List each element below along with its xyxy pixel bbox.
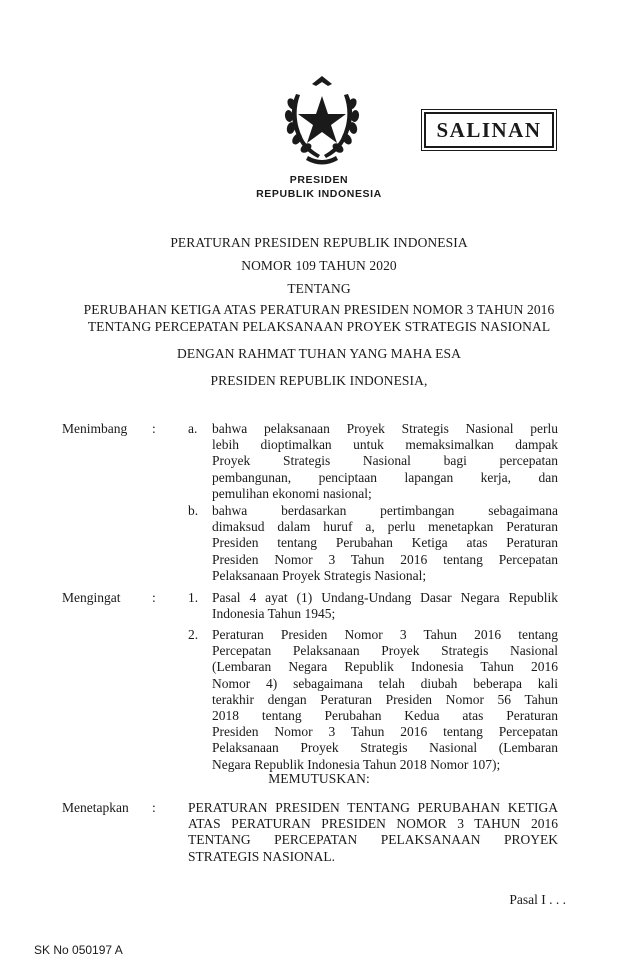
salinan-stamp <box>424 112 554 148</box>
item-marker: 1. <box>188 590 199 605</box>
text-line: bahwa pelaksanaan Proyek Strategis Nasional perlu <box>212 421 558 436</box>
item-marker: a. <box>188 421 198 436</box>
text-line: Negara Republik Indonesia Tahun 2018 Nomor 107); <box>212 756 501 772</box>
text-line: Presiden Nomor 3 Tahun 2016 tentang Percepatan <box>212 724 558 740</box>
document-type: PERATURAN PRESIDEN REPUBLIK INDONESIA <box>170 235 468 250</box>
mengingat-label: Mengingat <box>62 590 121 605</box>
menimbang-colon: : <box>152 421 156 436</box>
text-line: STRATEGIS NASIONAL. <box>188 848 336 864</box>
tentang-heading: TENTANG <box>287 281 351 296</box>
memutuskan-heading: MEMUTUSKAN: <box>268 771 370 786</box>
mengingat-colon: : <box>152 590 156 605</box>
subject-line2: TENTANG PERCEPATAN PELAKSANAAN PROYEK STRATEGIS NASIONAL <box>87 319 551 334</box>
item-marker: 2. <box>188 627 199 642</box>
text-line: TENTANG PERCEPATAN PELAKSANAAN PROYEK <box>188 832 558 848</box>
mengingat-item-1 <box>188 590 558 622</box>
menetapkan-label: Menetapkan <box>62 800 129 815</box>
menimbang-item-a <box>188 421 558 502</box>
text-line: pemulihan ekonomi nasional; <box>212 485 372 501</box>
text-line: bahwa berdasarkan pertimbangan sebagaimana <box>212 503 558 518</box>
item-marker: b. <box>188 503 199 518</box>
text-line: Presiden Nomor 3 Tahun 2016 tentang Percepatan <box>212 551 558 567</box>
text-line: PERATURAN PRESIDEN TENTANG PERUBAHAN KETIGA <box>188 800 558 815</box>
subject-line1: PERUBAHAN KETIGA ATAS PERATURAN PRESIDEN NOMOR 3 TAHUN 2016 <box>83 302 555 317</box>
text-line: ATAS PERATURAN PRESIDEN NOMOR 3 TAHUN 2016 <box>188 816 558 832</box>
text-line: pembangunan, penciptaan lapangan kerja, dan <box>212 469 558 485</box>
mengingat-item-2 <box>188 627 558 773</box>
text-line: terakhir dengan Peraturan Presiden Nomor 56 Tahun <box>212 691 558 707</box>
text-line: dimaksud dalam huruf a, perlu menetapkan Peraturan <box>212 519 558 535</box>
text-line: Percepatan Pelaksanaan Proyek Strategis Nasional <box>212 643 558 659</box>
text-line: lebih dioptimalkan untuk memaksimalkan dampak <box>212 437 558 453</box>
menetapkan-text <box>188 800 558 865</box>
menetapkan-colon: : <box>152 800 156 815</box>
text-line: (Lembaran Negara Republik Indonesia Tahun 2016 <box>212 659 558 675</box>
institution-line1: PRESIDEN <box>289 174 349 186</box>
text-line: Pelaksanaan Proyek Strategis Nasional (Lembaran <box>212 740 558 756</box>
issuer-line: PRESIDEN REPUBLIK INDONESIA, <box>210 373 428 388</box>
institution-line2: REPUBLIK INDONESIA <box>256 188 382 200</box>
salinan-label: SALINAN <box>436 118 542 142</box>
text-line: Nomor 4) sebagaimana telah diubah beberapa kali <box>212 675 558 691</box>
menimbang-item-b <box>188 503 558 584</box>
text-line: Pasal 4 ayat (1) Undang-Undang Dasar Negara Republik <box>212 590 558 605</box>
text-line: Proyek Strategis Nasional bagi percepatan <box>212 453 558 469</box>
continuation-marker: Pasal I . . . <box>509 892 566 907</box>
text-line: 2018 tentang Perubahan Kedua atas Peraturan <box>212 708 558 724</box>
menimbang-label: Menimbang <box>62 421 128 436</box>
footer-code: SK No 050197 A <box>34 943 123 957</box>
garuda-star-emblem-icon <box>276 74 368 166</box>
document-number: NOMOR 109 TAHUN 2020 <box>241 258 397 273</box>
text-line: Presiden tentang Perubahan Ketiga atas Peraturan <box>212 535 558 551</box>
text-line: Pelaksanaan Proyek Strategis Nasional; <box>212 567 427 583</box>
grace-line: DENGAN RAHMAT TUHAN YANG MAHA ESA <box>177 346 461 361</box>
text-line: Peraturan Presiden Nomor 3 Tahun 2016 tentang <box>212 627 558 642</box>
text-line: Indonesia Tahun 1945; <box>212 606 336 622</box>
